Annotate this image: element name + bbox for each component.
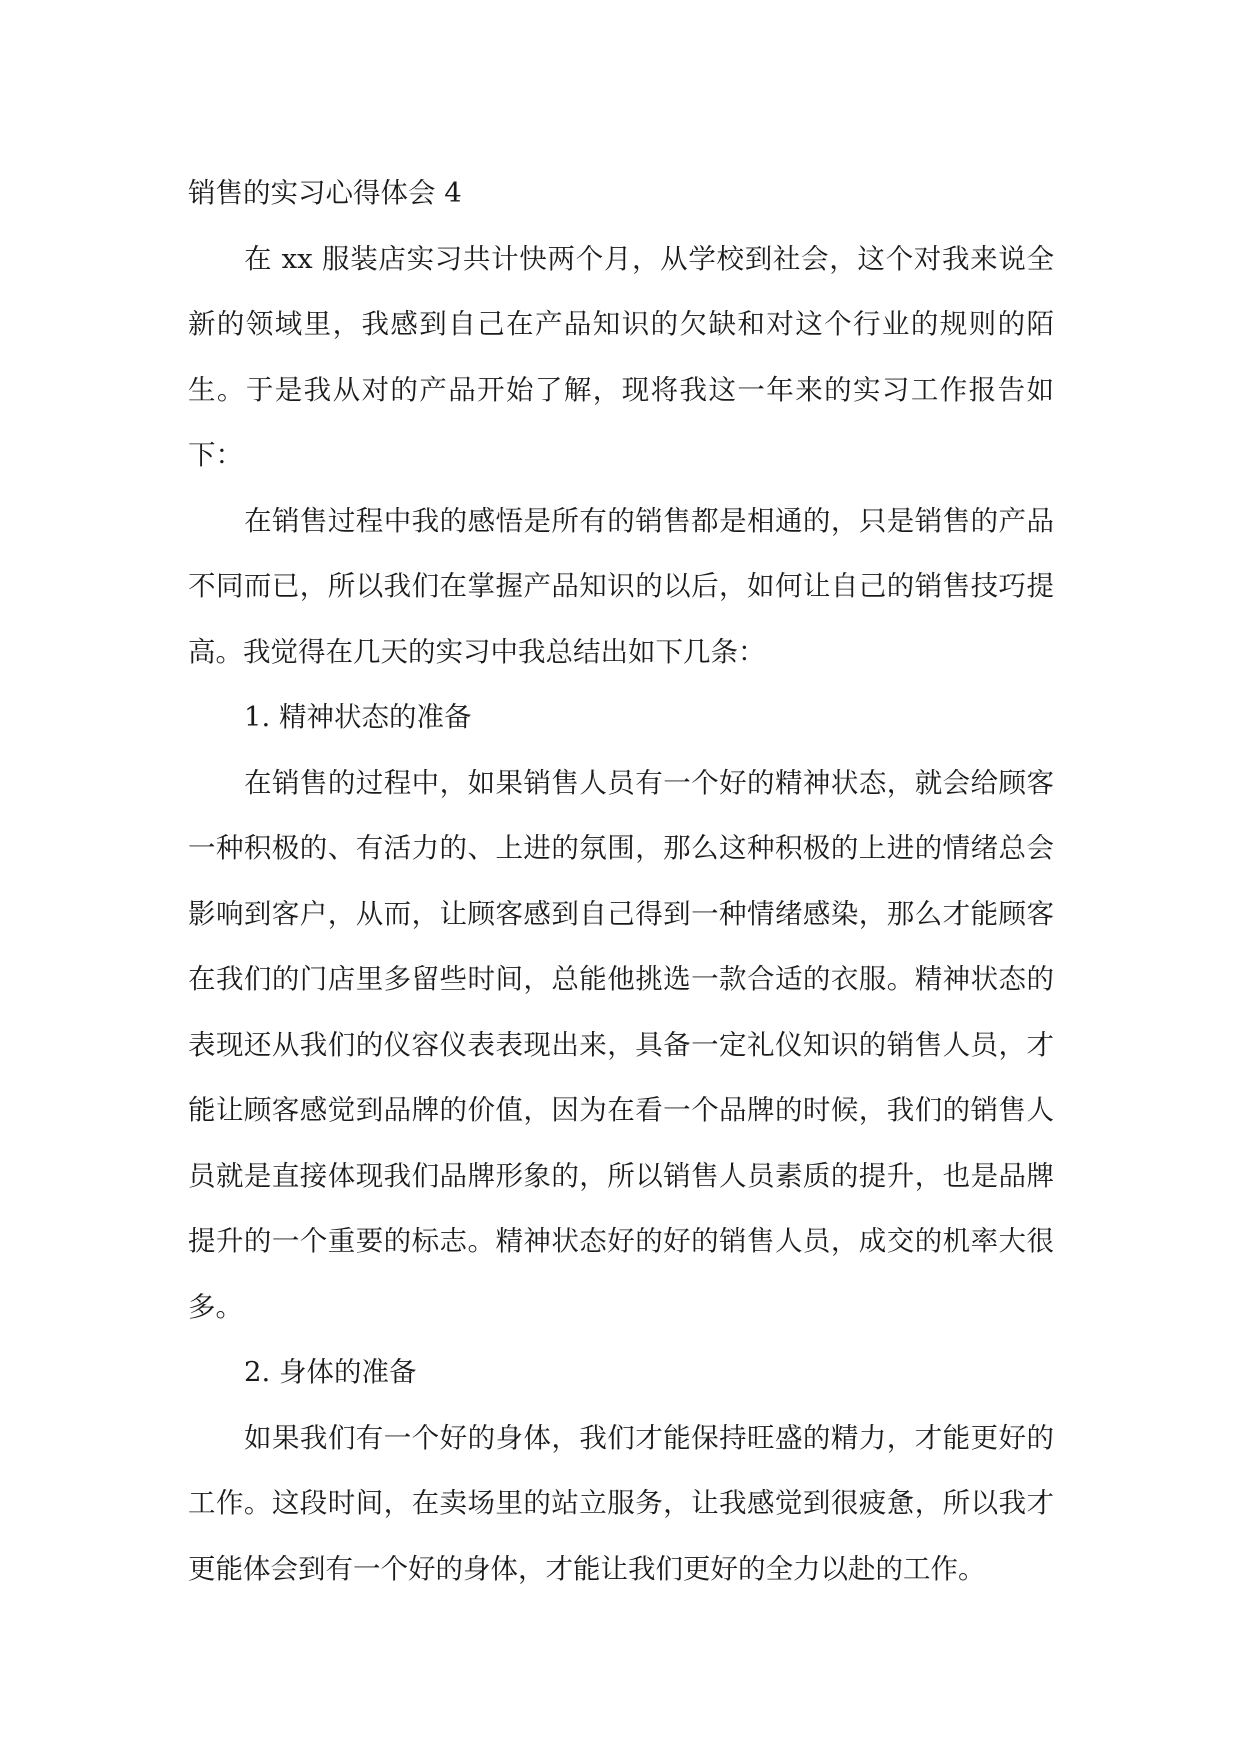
paragraph-intro: 在 xx 服装店实习共计快两个月，从学校到社会，这个对我来说全新的领域里，我感到自己在产品知识的欠缺和对这个行业的规则的陌生。于是我从对的产品开始了解，现将我这一年来的实习工作报告如下： [188,242,1054,471]
paragraph-sales-insight: 在销售过程中我的感悟是所有的销售都是相通的，只是销售的产品不同而已，所以我们在掌握产品知识的以后，如何让自己的销售技巧提高。我觉得在几天的实习中我总结出如下几条： [188,504,1054,668]
document-title: 销售的实习心得体会 4 [188,177,462,209]
document-body [188,161,1054,1602]
section-heading-physical: 2. 身体的准备 [244,1356,417,1388]
paragraph-mental-state: 在销售的过程中，如果销售人员有一个好的精神状态，就会给顾客一种积极的、有活力的、上进的氛围，那么这种积极的上进的情绪总会影响到客户，从而，让顾客感到自己得到一种情绪感染，那么才能顾客在我们的门店里多留些时间，总能他挑选一款合适的衣服。精神状态的表现还从我们的仪容仪表表现出来，具备一定礼仪知识的销售人员，才能让顾客感觉到品牌的价值，因为在看一个品牌的时候，我们的销售人员就是直接体现我们品牌形象的，所以销售人员素质的提升，也是品牌提升的一个重要的标志。精神状态好的好的销售人员，成交的机率大很多。 [188,766,1054,1323]
paragraph-physical: 如果我们有一个好的身体，我们才能保持旺盛的精力，才能更好的工作。这段时间，在卖场里的站立服务，让我感觉到很疲惫，所以我才更能体会到有一个好的身体，才能让我们更好的全力以赴的工作。 [188,1421,1054,1585]
section-heading-mental-state: 1. 精神状态的准备 [244,701,472,733]
